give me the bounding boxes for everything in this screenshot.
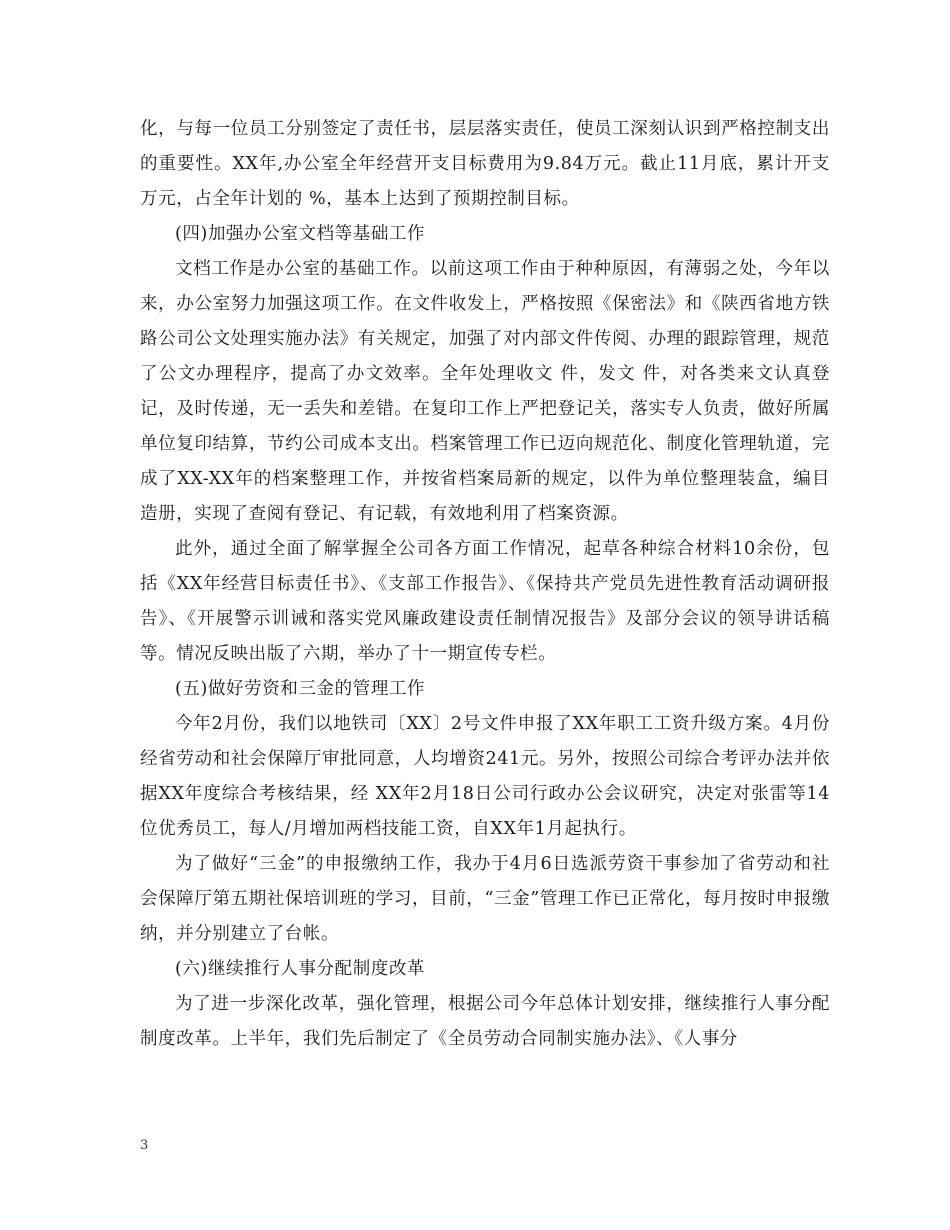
page-body xyxy=(140,112,830,1057)
paragraph-wages: 今年2月份，我们以地铁司〔XX〕2号文件申报了XX年职工工资升级方案。4月份经省劳动和社会保障厅审批同意，人均增资241元。另外，按照公司综合考评办法并依据XX年度综合考核结果，经 XX年2月18日公司行政办公会议研究，决定对张雷等14位优秀员工，每人/月增加两档技能工资，自XX年1月起执行。 xyxy=(140,714,830,839)
section-heading-6: (六)继续推行人事分配制度改革 xyxy=(175,959,426,979)
section-heading-5: (五)做好劳资和三金的管理工作 xyxy=(175,679,426,699)
paragraph-three-funds: 为了做好“三金”的申报缴纳工作，我办于4月6日选派劳资干事参加了省劳动和社会保障厅第五期社保培训班的学习，目前，“三金”管理工作已正常化，每月按时申报缴纳，并分别建立了台帐。 xyxy=(140,854,830,944)
page-number: 3 xyxy=(140,1138,149,1153)
paragraph-documents: 文档工作是办公室的基础工作。以前这项工作由于种种原因，有薄弱之处，今年以来，办公室努力加强这项工作。在文件收发上，严格按照《保密法》和《陕西省地方铁路公司公文处理实施办法》有关规定，加强了对内部文件传阅、办理的跟踪管理，规范了公文办理程序，提高了办文效率。全年处理收文 件，发文 件，对各类来文认真登记，及时传递，无一丢失和差错。在复印工作上严把登记关，落实专人负责，做好所属单位复印结算，节约公司成本支出。档案管理工作已迈向规范化、制度化管理轨道，完成了XX-XX年的档案整理工作，并按省档案局新的规定，以件为单位整理装盒，编目造册，实现了查阅有登记、有记载，有效地利用了档案资源。 xyxy=(140,259,830,524)
paragraph-materials: 此外，通过全面了解掌握全公司各方面工作情况，起草各种综合材料10余份，包括《XX年经营目标责任书》、《支部工作报告》、《保持共产党员先进性教育活动调研报告》、《开展警示训诫和落实党风廉政建设责任制情况报告》及部分会议的领导讲话稿等。情况反映出版了六期，举办了十一期宣传专栏。 xyxy=(140,539,830,664)
paragraph-reform: 为了进一步深化改革，强化管理，根据公司今年总体计划安排，继续推行人事分配制度改革。上半年，我们先后制定了《全员劳动合同制实施办法》、《人事分 xyxy=(140,994,830,1049)
paragraph-continued: 化，与每一位员工分别签定了责任书，层层落实责任，使员工深刻认识到严格控制支出的重要性。XX年,办公室全年经营开支目标费用为9.84万元。截止11月底，累计开支 万元，占全年计划的 %，基本上达到了预期控制目标。 xyxy=(140,119,830,209)
section-heading-4: (四)加强办公室文档等基础工作 xyxy=(175,224,426,244)
